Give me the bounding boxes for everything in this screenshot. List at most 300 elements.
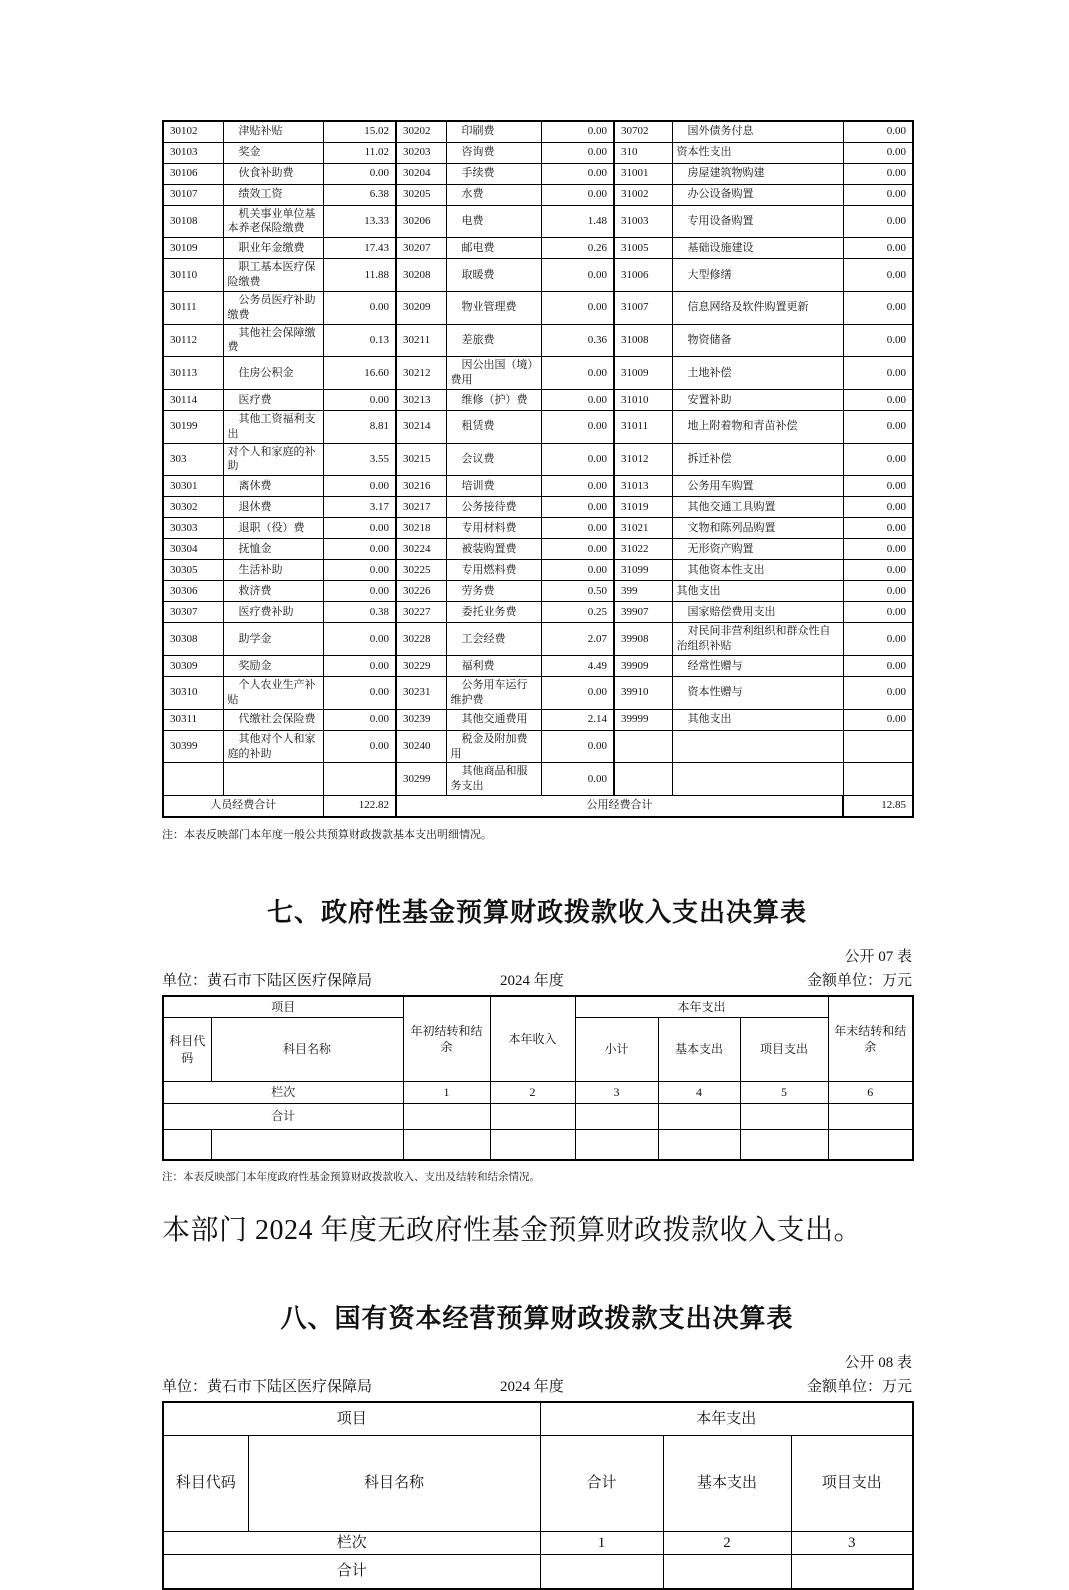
cell-num: 0.00	[323, 730, 396, 763]
cell-code: 31099	[614, 560, 672, 581]
cell-code: 30228	[396, 623, 446, 656]
header-subject-code: 科目代 码	[163, 1018, 211, 1082]
cell-name: 土地补偿	[672, 357, 843, 390]
header-project: 项目	[163, 996, 403, 1018]
cell-code: 30307	[163, 602, 223, 623]
cell-num: 0.00	[843, 677, 913, 710]
amount-unit-label: 金额单位：万元	[806, 1378, 912, 1395]
empty-data-row	[163, 1130, 913, 1160]
cell-num: 17.43	[323, 238, 396, 259]
header-project-expense: 项目支出	[740, 1018, 828, 1082]
cell-num: 0.25	[541, 602, 614, 623]
cell-num: 0.00	[541, 677, 614, 710]
cell-name: 奖励金	[223, 656, 323, 677]
cell-num: 15.02	[323, 121, 396, 142]
cell-num: 0.00	[843, 709, 913, 730]
cell-code: 30229	[396, 656, 446, 677]
cell-num: 0.00	[323, 656, 396, 677]
table-row	[163, 163, 913, 184]
header-row-2	[163, 1436, 913, 1532]
content-column	[162, 0, 912, 1590]
cell-name: 退休费	[223, 497, 323, 518]
cell-code: 30301	[163, 476, 223, 497]
cell-code: 303	[163, 443, 223, 476]
lanci-3: 3	[575, 1082, 658, 1104]
cell-code: 30114	[163, 389, 223, 410]
table-no-07: 公开 07 表	[844, 948, 912, 965]
cell-name: 培训费	[446, 476, 541, 497]
cell-name: 其他资本性支出	[672, 560, 843, 581]
cell-code: 30227	[396, 602, 446, 623]
cell-num: 2.07	[541, 623, 614, 656]
table-row	[163, 709, 913, 730]
cell-name: 信息网络及软件购置更新	[672, 291, 843, 324]
cell-name: 助学金	[223, 623, 323, 656]
cell-num: 4.49	[541, 656, 614, 677]
cell-num: 0.00	[323, 560, 396, 581]
no-gov-fund-statement: 本部门 2024 年度无政府性基金预算财政拨款收入支出。	[162, 1214, 863, 1246]
cell-num: 0.00	[843, 581, 913, 602]
cell-num: 0.00	[541, 518, 614, 539]
empty-cell	[211, 1130, 403, 1160]
cell-code: 30199	[163, 410, 223, 443]
table7-note: 注：本表反映部门本年度政府性基金预算财政拨款收入、支出及结转和结余情况。	[162, 1171, 540, 1183]
cell-num: 0.00	[323, 518, 396, 539]
year-label: 2024 年度	[500, 972, 564, 989]
cell-name: 公务用车运行维护费	[446, 677, 541, 710]
cell-code: 30305	[163, 560, 223, 581]
cell-code: 30702	[614, 121, 672, 142]
cell-name: 物业管理费	[446, 291, 541, 324]
cell-num: 0.00	[541, 259, 614, 292]
table-row	[163, 410, 913, 443]
table-row	[163, 730, 913, 763]
cell-num: 0.00	[843, 184, 913, 205]
empty-cell	[575, 1104, 658, 1130]
cell-name: 退职（役）费	[223, 518, 323, 539]
cell-num: 0.00	[541, 184, 614, 205]
cell-name	[223, 763, 323, 796]
cell-code: 399	[614, 581, 672, 602]
cell-code: 31009	[614, 357, 672, 390]
header-row-1	[163, 1402, 913, 1436]
cell-code: 31006	[614, 259, 672, 292]
cell-num: 0.00	[843, 410, 913, 443]
empty-cell	[575, 1130, 658, 1160]
empty-cell	[490, 1130, 575, 1160]
column-index-row	[163, 1082, 913, 1104]
personnel-total-label: 人员经费合计	[163, 796, 323, 817]
cell-code: 31001	[614, 163, 672, 184]
cell-name: 对个人和家庭的补助	[223, 443, 323, 476]
table-row	[163, 142, 913, 163]
column-index-row	[163, 1532, 913, 1555]
table-row	[163, 763, 913, 796]
cell-name: 救济费	[223, 581, 323, 602]
cell-name: 专用设备购置	[672, 205, 843, 238]
cell-code: 30240	[396, 730, 446, 763]
cell-name: 被装购置费	[446, 539, 541, 560]
cell-code: 30225	[396, 560, 446, 581]
cell-name: 绩效工资	[223, 184, 323, 205]
cell-code: 30302	[163, 497, 223, 518]
lanci-2: 2	[663, 1532, 791, 1555]
unit-label: 单位：黄石市下陆区医疗保障局	[162, 1378, 373, 1395]
cell-num: 0.00	[323, 389, 396, 410]
cell-num: 0.00	[541, 142, 614, 163]
cell-name: 资本性支出	[672, 142, 843, 163]
header-end-balance: 年末结转和结 余	[828, 996, 913, 1082]
cell-code: 30215	[396, 443, 446, 476]
header-subtotal: 小计	[575, 1018, 658, 1082]
cell-num: 0.00	[323, 709, 396, 730]
cell-name: 其他支出	[672, 709, 843, 730]
cell-num: 0.00	[843, 238, 913, 259]
lanci-1: 1	[403, 1082, 490, 1104]
cell-code: 30205	[396, 184, 446, 205]
header-basic-expense: 基本支出	[658, 1018, 740, 1082]
total-label: 合计	[163, 1555, 540, 1589]
cell-name: 其他交通工具购置	[672, 497, 843, 518]
cell-code: 30107	[163, 184, 223, 205]
cell-code: 30310	[163, 677, 223, 710]
cell-name: 租赁费	[446, 410, 541, 443]
cell-name: 公务用车购置	[672, 476, 843, 497]
cell-code: 30308	[163, 623, 223, 656]
empty-cell	[740, 1104, 828, 1130]
cell-code: 30209	[396, 291, 446, 324]
header-subject-name: 科目名称	[248, 1436, 540, 1532]
cell-name: 工会经费	[446, 623, 541, 656]
cell-name: 其他交通费用	[446, 709, 541, 730]
cell-num: 0.00	[843, 560, 913, 581]
cell-num: 0.00	[843, 656, 913, 677]
cell-code: 31003	[614, 205, 672, 238]
cell-code: 31011	[614, 410, 672, 443]
cell-num: 8.81	[323, 410, 396, 443]
cell-num: 2.14	[541, 709, 614, 730]
cell-name: 经常性赠与	[672, 656, 843, 677]
cell-code: 30106	[163, 163, 223, 184]
cell-name: 代缴社会保险费	[223, 709, 323, 730]
state-capital-budget-table	[162, 1401, 914, 1590]
cell-name: 文物和陈列品购置	[672, 518, 843, 539]
cell-num: 11.02	[323, 142, 396, 163]
cell-code: 30239	[396, 709, 446, 730]
table-row	[163, 677, 913, 710]
header-subject-code: 科目代码	[163, 1436, 248, 1532]
cell-name: 医疗费补助	[223, 602, 323, 623]
cell-num: 0.00	[843, 142, 913, 163]
personnel-total-value: 122.82	[323, 796, 396, 817]
cell-code	[163, 763, 223, 796]
cell-num: 0.00	[541, 357, 614, 390]
table-row	[163, 324, 913, 357]
cell-num: 0.00	[541, 497, 614, 518]
table-row	[163, 581, 913, 602]
table-row	[163, 560, 913, 581]
cell-num	[843, 730, 913, 763]
basic-expense-detail-table	[162, 120, 914, 818]
cell-name: 国家赔偿费用支出	[672, 602, 843, 623]
cell-name: 伙食补助费	[223, 163, 323, 184]
table-row	[163, 291, 913, 324]
lanci-4: 4	[658, 1082, 740, 1104]
cell-code: 30113	[163, 357, 223, 390]
cell-num: 0.00	[843, 518, 913, 539]
public-total-value: 12.85	[843, 796, 913, 817]
cell-code: 30108	[163, 205, 223, 238]
header-project-expense: 项目支出	[791, 1436, 913, 1532]
cell-num: 0.00	[541, 763, 614, 796]
cell-code: 31008	[614, 324, 672, 357]
amount-unit-label: 金额单位：万元	[806, 972, 912, 989]
cell-name: 职工基本医疗保险缴费	[223, 259, 323, 292]
cell-code: 30311	[163, 709, 223, 730]
cell-code: 39907	[614, 602, 672, 623]
public-total-label: 公用经费合计	[396, 796, 843, 817]
unit-label: 单位：黄石市下陆区医疗保障局	[162, 972, 373, 989]
cell-num: 0.00	[843, 291, 913, 324]
cell-num: 0.00	[843, 443, 913, 476]
lanci-2: 2	[490, 1082, 575, 1104]
cell-name: 办公设备购置	[672, 184, 843, 205]
cell-code: 30224	[396, 539, 446, 560]
empty-cell	[791, 1555, 913, 1589]
empty-cell	[403, 1104, 490, 1130]
cell-code: 30213	[396, 389, 446, 410]
cell-code: 30206	[396, 205, 446, 238]
total-row	[163, 1555, 913, 1589]
cell-num: 0.36	[541, 324, 614, 357]
cell-code: 39908	[614, 623, 672, 656]
empty-cell	[540, 1555, 663, 1589]
cell-name: 会议费	[446, 443, 541, 476]
total-label: 合计	[163, 1104, 403, 1130]
cell-num: 0.00	[843, 602, 913, 623]
header-row-1	[163, 996, 913, 1018]
cell-num: 0.00	[541, 121, 614, 142]
cell-code: 39999	[614, 709, 672, 730]
cell-code: 30218	[396, 518, 446, 539]
cell-name	[672, 763, 843, 796]
cell-code: 30207	[396, 238, 446, 259]
table-row	[163, 656, 913, 677]
cell-num: 0.38	[323, 602, 396, 623]
cell-code: 31019	[614, 497, 672, 518]
cell-name: 地上附着物和青苗补偿	[672, 410, 843, 443]
cell-name: 拆迁补偿	[672, 443, 843, 476]
cell-num: 3.55	[323, 443, 396, 476]
cell-num: 0.00	[843, 389, 913, 410]
cell-num: 16.60	[323, 357, 396, 390]
cell-num: 0.00	[843, 163, 913, 184]
cell-name: 离休费	[223, 476, 323, 497]
header-project: 项目	[163, 1402, 540, 1436]
header-subject-name: 科目名称	[211, 1018, 403, 1082]
cell-code: 31012	[614, 443, 672, 476]
table-row	[163, 259, 913, 292]
cell-code: 30202	[396, 121, 446, 142]
cell-num	[323, 763, 396, 796]
lanci-6: 6	[828, 1082, 913, 1104]
table-row	[163, 518, 913, 539]
totals-row	[163, 796, 913, 817]
cell-num: 0.00	[323, 291, 396, 324]
cell-code: 30303	[163, 518, 223, 539]
cell-code: 30216	[396, 476, 446, 497]
table-row	[163, 497, 913, 518]
cell-name: 维修（护）费	[446, 389, 541, 410]
cell-name: 税金及附加费用	[446, 730, 541, 763]
cell-name: 福利费	[446, 656, 541, 677]
lanci-1: 1	[540, 1532, 663, 1555]
table-row	[163, 357, 913, 390]
table-row	[163, 623, 913, 656]
cell-code: 30399	[163, 730, 223, 763]
cell-num: 0.00	[541, 163, 614, 184]
cell-code	[614, 763, 672, 796]
cell-code: 30231	[396, 677, 446, 710]
cell-code: 31005	[614, 238, 672, 259]
section-7-heading: 七、政府性基金预算财政拨款收入支出决算表	[266, 897, 807, 928]
cell-name: 因公出国（境）费用	[446, 357, 541, 390]
cell-num: 0.13	[323, 324, 396, 357]
table-row	[163, 539, 913, 560]
cell-num: 0.50	[541, 581, 614, 602]
cell-name: 无形资产购置	[672, 539, 843, 560]
empty-cell	[828, 1130, 913, 1160]
cell-code: 30204	[396, 163, 446, 184]
header-year-expense: 本年支出	[540, 1402, 913, 1436]
empty-cell	[163, 1130, 211, 1160]
cell-name: 物资储备	[672, 324, 843, 357]
cell-name: 房屋建筑物购建	[672, 163, 843, 184]
cell-name: 医疗费	[223, 389, 323, 410]
header-year-income: 本年收入	[490, 996, 575, 1082]
cell-num: 13.33	[323, 205, 396, 238]
cell-name: 个人农业生产补贴	[223, 677, 323, 710]
cell-num: 0.00	[323, 163, 396, 184]
empty-cell	[663, 1555, 791, 1589]
cell-num: 0.00	[541, 291, 614, 324]
cell-num: 0.26	[541, 238, 614, 259]
cell-code: 30102	[163, 121, 223, 142]
table-row	[163, 443, 913, 476]
cell-num: 0.00	[541, 560, 614, 581]
cell-name: 差旅费	[446, 324, 541, 357]
cell-num: 1.48	[541, 205, 614, 238]
cell-num: 0.00	[323, 476, 396, 497]
cell-code: 30203	[396, 142, 446, 163]
cell-name: 津贴补贴	[223, 121, 323, 142]
cell-name: 基础设施建设	[672, 238, 843, 259]
cell-code: 30214	[396, 410, 446, 443]
cell-num: 0.00	[843, 539, 913, 560]
cell-num: 0.00	[541, 410, 614, 443]
meta-line-08	[162, 1375, 912, 1397]
cell-num: 0.00	[323, 539, 396, 560]
cell-code: 30306	[163, 581, 223, 602]
cell-name: 大型修缮	[672, 259, 843, 292]
cell-name: 职业年金缴费	[223, 238, 323, 259]
cell-num: 0.00	[843, 476, 913, 497]
cell-code: 30309	[163, 656, 223, 677]
cell-name: 手续费	[446, 163, 541, 184]
empty-cell	[828, 1104, 913, 1130]
table-row	[163, 238, 913, 259]
cell-code: 39910	[614, 677, 672, 710]
cell-code: 30111	[163, 291, 223, 324]
cell-name: 取暖费	[446, 259, 541, 292]
section-8-heading: 八、国有资本经营预算财政拨款支出决算表	[280, 1303, 794, 1334]
cell-name: 抚恤金	[223, 539, 323, 560]
cell-code: 30217	[396, 497, 446, 518]
cell-name: 水费	[446, 184, 541, 205]
empty-cell	[403, 1130, 490, 1160]
cell-code: 31007	[614, 291, 672, 324]
cell-code: 30112	[163, 324, 223, 357]
cell-name: 奖金	[223, 142, 323, 163]
cell-code: 31010	[614, 389, 672, 410]
cell-name: 其他社会保障缴费	[223, 324, 323, 357]
cell-name: 电费	[446, 205, 541, 238]
cell-num: 0.00	[541, 443, 614, 476]
cell-name: 劳务费	[446, 581, 541, 602]
cell-name: 专用材料费	[446, 518, 541, 539]
header-begin-balance: 年初结转和结 余	[403, 996, 490, 1082]
cell-num	[843, 763, 913, 796]
cell-num: 0.00	[843, 497, 913, 518]
cell-num: 0.00	[323, 623, 396, 656]
year-label: 2024 年度	[500, 1378, 564, 1395]
table-row	[163, 389, 913, 410]
cell-name: 委托业务费	[446, 602, 541, 623]
cell-name: 其他支出	[672, 581, 843, 602]
cell-code	[614, 730, 672, 763]
cell-name: 其他商品和服务支出	[446, 763, 541, 796]
cell-name: 公务员医疗补助缴费	[223, 291, 323, 324]
cell-num: 0.00	[323, 677, 396, 710]
cell-name: 其他工资福利支出	[223, 410, 323, 443]
cell-code: 31013	[614, 476, 672, 497]
table-row	[163, 476, 913, 497]
table-row	[163, 205, 913, 238]
cell-num: 0.00	[843, 205, 913, 238]
header-total: 合计	[540, 1436, 663, 1532]
cell-code: 310	[614, 142, 672, 163]
cell-name: 邮电费	[446, 238, 541, 259]
cell-name: 其他对个人和家庭的补助	[223, 730, 323, 763]
cell-num: 11.88	[323, 259, 396, 292]
cell-num: 0.00	[843, 324, 913, 357]
cell-num: 0.00	[843, 259, 913, 292]
table-row	[163, 184, 913, 205]
lanci-5: 5	[740, 1082, 828, 1104]
total-row	[163, 1104, 913, 1130]
cell-num: 0.00	[843, 357, 913, 390]
table-no-08: 公开 08 表	[844, 1354, 912, 1371]
cell-name: 专用燃料费	[446, 560, 541, 581]
header-basic-expense: 基本支出	[663, 1436, 791, 1532]
cell-code: 30212	[396, 357, 446, 390]
cell-name: 资本性赠与	[672, 677, 843, 710]
cell-num: 0.00	[323, 581, 396, 602]
cell-code: 30103	[163, 142, 223, 163]
cell-code: 31021	[614, 518, 672, 539]
empty-cell	[658, 1130, 740, 1160]
cell-name: 公务接待费	[446, 497, 541, 518]
